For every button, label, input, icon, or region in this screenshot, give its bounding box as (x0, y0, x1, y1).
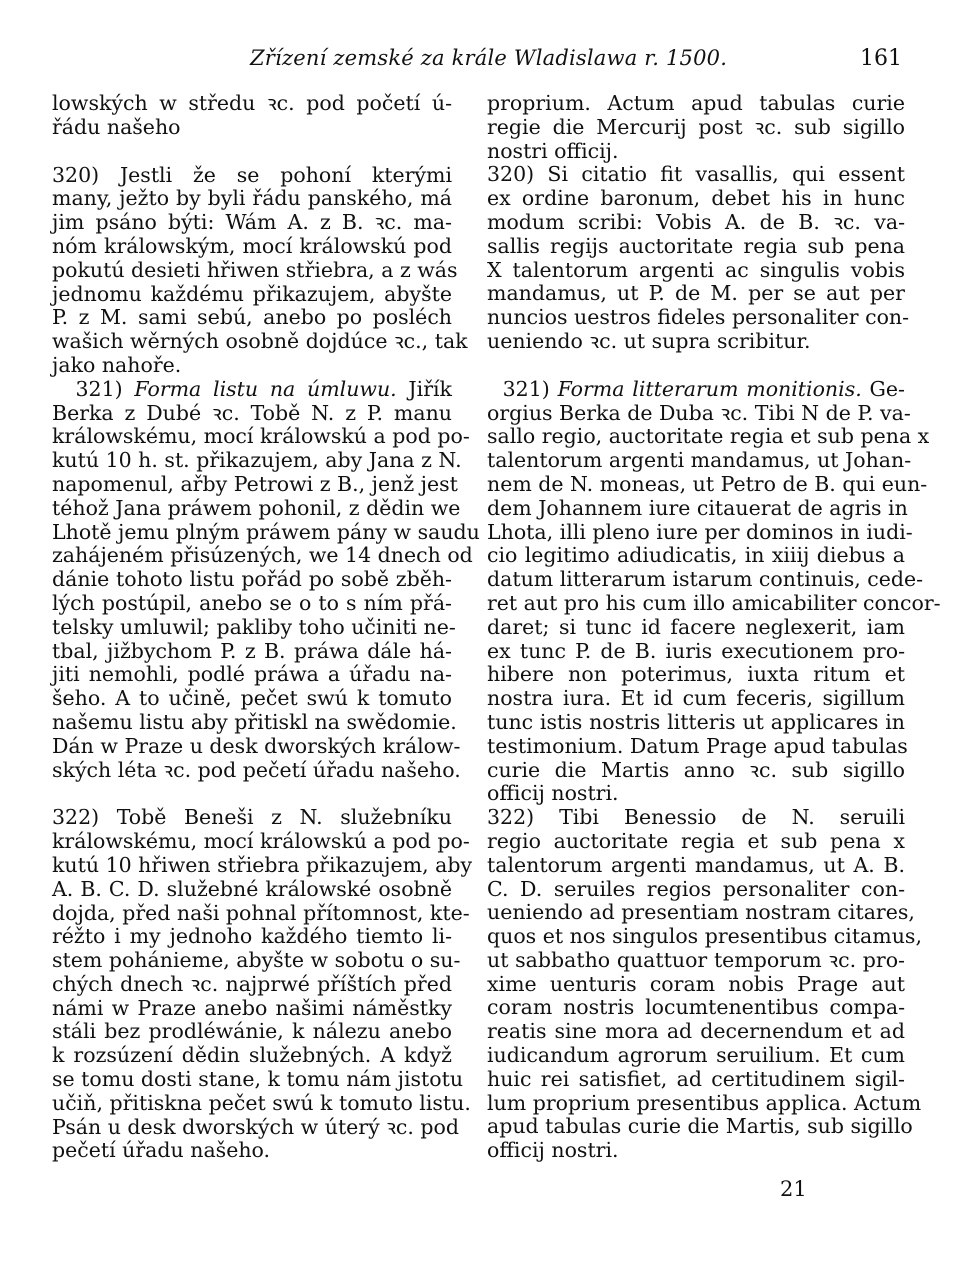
text-line: regio auctoritate regia et sub pena x (487, 828, 905, 853)
text-line: ueniendo ꝛc. ut supra scribitur. (487, 328, 811, 353)
paragraph-continuation (52, 92, 452, 140)
text-line: Dán w Praze u desk dworských králow- (52, 733, 461, 758)
text-line: našemu listu aby přitiskl na swědomie. (52, 709, 457, 734)
text-line: testimonium. Datum Prage apud tabulas (487, 733, 908, 758)
text-line: cio legitimo adiudicatis, in xiiij diebus a (487, 543, 905, 568)
paragraph-321-heading: 321) Forma litterarum monitionis. Ge- (502, 376, 905, 401)
text-line: tunc istis nostris litteris ut applicares in (487, 709, 905, 734)
text-line: jednomu každému přikazujem, abyšte (52, 281, 452, 306)
text-line: nem de N. moneas, ut Petro de B. qui eun- (487, 471, 928, 496)
text-line: 320) Si citatio fit vasallis, qui essent (487, 162, 905, 187)
text-line: quos et nos singulos presentibus citamus, (487, 924, 922, 949)
text-line: C. D. seruiles regios personaliter con- (487, 876, 905, 901)
text-line: lých postúpil, anebo se o to s ním přá- (52, 590, 452, 615)
text-line: coram nostris locumtenentibus compa- (487, 995, 905, 1020)
text-line: modum scribi: Vobis A. de B. ꝛc. va- (487, 209, 905, 234)
paragraph-321 (487, 376, 941, 806)
text-line: datum litterarum istarum continuis, cede- (487, 567, 924, 592)
text-line: hibere non poterimus, iuxta ritum et (487, 662, 905, 687)
text-line: wašich wěrných osobně dojdúce ꝛc., tak (52, 329, 468, 354)
text-line: many, ježto by byli řádu panského, má (52, 186, 452, 211)
text-line: telsky umluwil; pakliby toho učiniti ne- (52, 614, 456, 639)
text-line: 320) Jestli že se pohoní kterými (52, 162, 452, 187)
text-line: ských léta ꝛc. pod pečetí úřadu našeho. (52, 757, 461, 782)
text-line: dojda, před naši pohnal přítomnost, kte- (52, 900, 470, 925)
paragraph-320 (52, 162, 468, 378)
paragraph-322 (487, 805, 922, 1163)
latin-column (487, 91, 941, 1163)
section-title: Forma listu na úmluwu. (134, 376, 397, 401)
text-line: apud tabulas curie die Martis, sub sigillo (487, 1114, 913, 1139)
paragraph-continuation (487, 92, 905, 163)
text-line: nostri officij. (487, 138, 619, 163)
text-line: 322) Tobě Beneši z N. služebníku (52, 805, 452, 830)
text-line: jiti nemohli, podlé práwa a úřadu na- (52, 662, 452, 687)
text-line: králowskému, mocí králowskú a pod po- (52, 829, 470, 854)
text-line: zahájeném přisúzených, we 14 dnech od (52, 543, 473, 568)
text-line: talentorum argenti mandamus, ut Johan- (487, 448, 912, 473)
running-title: Zřízení zemské za krále Wladislawa r. 1500. (250, 46, 728, 70)
text-line: se tomu dosti stane, k tomu nám jistotu (52, 1067, 464, 1092)
text-line: tbal, jižbychom P. z B. práwa dále há- (52, 638, 452, 663)
text-line: P. z M. sami sebú, anebo po posléch (52, 305, 452, 330)
czech-column (52, 91, 480, 1163)
text-line: pečetí úřadu našeho. (52, 1138, 271, 1163)
text-line: napomenul, ařby Petrowi z B., jenž jest (52, 471, 458, 496)
text-line: k rozsúzení dědin služebných. A když (52, 1043, 452, 1068)
text-line: nuncios uestros fideles personaliter con- (487, 305, 910, 330)
printer-signature: 21 (780, 1177, 807, 1201)
text-line: xime uenturis coram nobis Prage aut (487, 971, 905, 996)
running-header (0, 42, 960, 76)
text-line: králowskému, mocí králowskú a pod po- (52, 424, 470, 449)
text-line: šeho. A to učině, pečet swú k tomuto (52, 686, 452, 711)
text-line: orgius Berka de Duba ꝛc. Tibi N de P. va- (487, 400, 911, 425)
text-line: nostra iura. Et id cum feceris, sigillum (487, 686, 905, 711)
text-line: námi w Praze anebo našimi náměstky (52, 995, 452, 1020)
text-line: mandamus, ut P. de M. per se aut per (487, 281, 905, 306)
text-line: chých dnech ꝛc. najprwé příštích před (52, 971, 452, 996)
text-line: ret aut pro his cum illo amicabiliter concor- (487, 590, 941, 615)
text-line: talentorum argenti mandamus, ut A. B. (487, 852, 905, 877)
text-line: kutú 10 hřiwen střiebra přikazujem, aby (52, 852, 473, 877)
text-line: jako nahoře. (52, 352, 182, 377)
paragraph-322 (52, 805, 473, 1163)
text-line: ut sabbatho quattuor temporum ꝛc. pro- (487, 947, 905, 972)
text-line: iudicandum agrorum seruilium. Et cum (487, 1043, 905, 1068)
text-line: Berka z Dubé ꝛc. Tobě N. z P. manu (52, 400, 452, 425)
text-line: ueniendo ad presentiam nostram citares, (487, 900, 915, 925)
text-line: regie die Mercurij post ꝛc. sub sigillo (487, 114, 905, 139)
text-line: stáli bez prodléwánie, k nálezu anebo (52, 1019, 452, 1044)
page-number: 161 (860, 46, 902, 71)
text-line: Lhota, illi pleno iure per dominos in iudi- (487, 519, 913, 544)
text-line: ex ordine baronum, debet his in hunc (487, 186, 905, 211)
text-line: Psán u desk dworských w úterý ꝛc. pod (52, 1114, 460, 1139)
section-title: Forma litterarum monitionis. (557, 376, 862, 401)
text-line: kutú 10 h. st. přikazujem, aby Jana z N. (52, 448, 462, 473)
paragraph-320 (487, 162, 910, 353)
text-line: X talentorum argenti ac singulis vobis (487, 257, 905, 282)
text-line: jim psáno býti: Wám A. z B. ꝛc. ma- (52, 210, 452, 235)
text-line: sallis regijs auctoritate regia sub pena (487, 233, 905, 258)
text-line: učiň, přitiskna pečet swú k tomuto listu. (52, 1090, 471, 1115)
text-line: lowských w středu ꝛc. pod početí ú- (52, 91, 452, 115)
paragraph-321-heading: 321) Forma listu na úmluwu. Jiřík (75, 376, 452, 401)
text-line: officij nostri. (487, 781, 619, 806)
text-line: huic rei satisfiet, ad certitudinem sigil- (487, 1066, 905, 1091)
text-line: stem pohánieme, abyšte w sobotu o su- (52, 948, 461, 973)
text-line: téhož Jana práwem pohonil, z dědin we (52, 495, 461, 520)
text-line: 322) Tibi Benessio de N. seruili (487, 805, 905, 830)
text-line: sallo regio, auctoritate regia et sub pena x (487, 424, 930, 449)
text-line: lum proprium presentibus applica. Actum (487, 1090, 922, 1115)
text-line: řádu našeho (52, 114, 181, 139)
text-line: officij nostri. (487, 1138, 619, 1163)
text-line: pokutú desieti hřiwen střiebra, a z wás (52, 257, 458, 282)
text-line: daret; si tunc id facere neglexerit, iam (487, 614, 905, 639)
text-line: A. B. C. D. služebné králowské osobně (52, 876, 452, 901)
text-line: curie die Martis anno ꝛc. sub sigillo (487, 757, 905, 782)
text-line: dánie tohoto listu pořád po sobě zběh- (52, 567, 452, 592)
text-line: reatis sine mora ad decernendum et ad (487, 1019, 905, 1044)
paragraph-321 (52, 376, 480, 783)
text-line: proprium. Actum apud tabulas curie (487, 91, 905, 115)
text-line: dem Johannem iure citauerat de agris in (487, 495, 908, 520)
text-line: Lhotě jemu plným práwem pány w saudu (52, 519, 480, 544)
text-line: nóm králowským, mocí králowskú pod (52, 233, 452, 258)
text-line: ex tunc P. de B. iuris executionem pro- (487, 638, 905, 663)
text-line: réžto i my jednoho každého tiemto li- (52, 924, 452, 949)
